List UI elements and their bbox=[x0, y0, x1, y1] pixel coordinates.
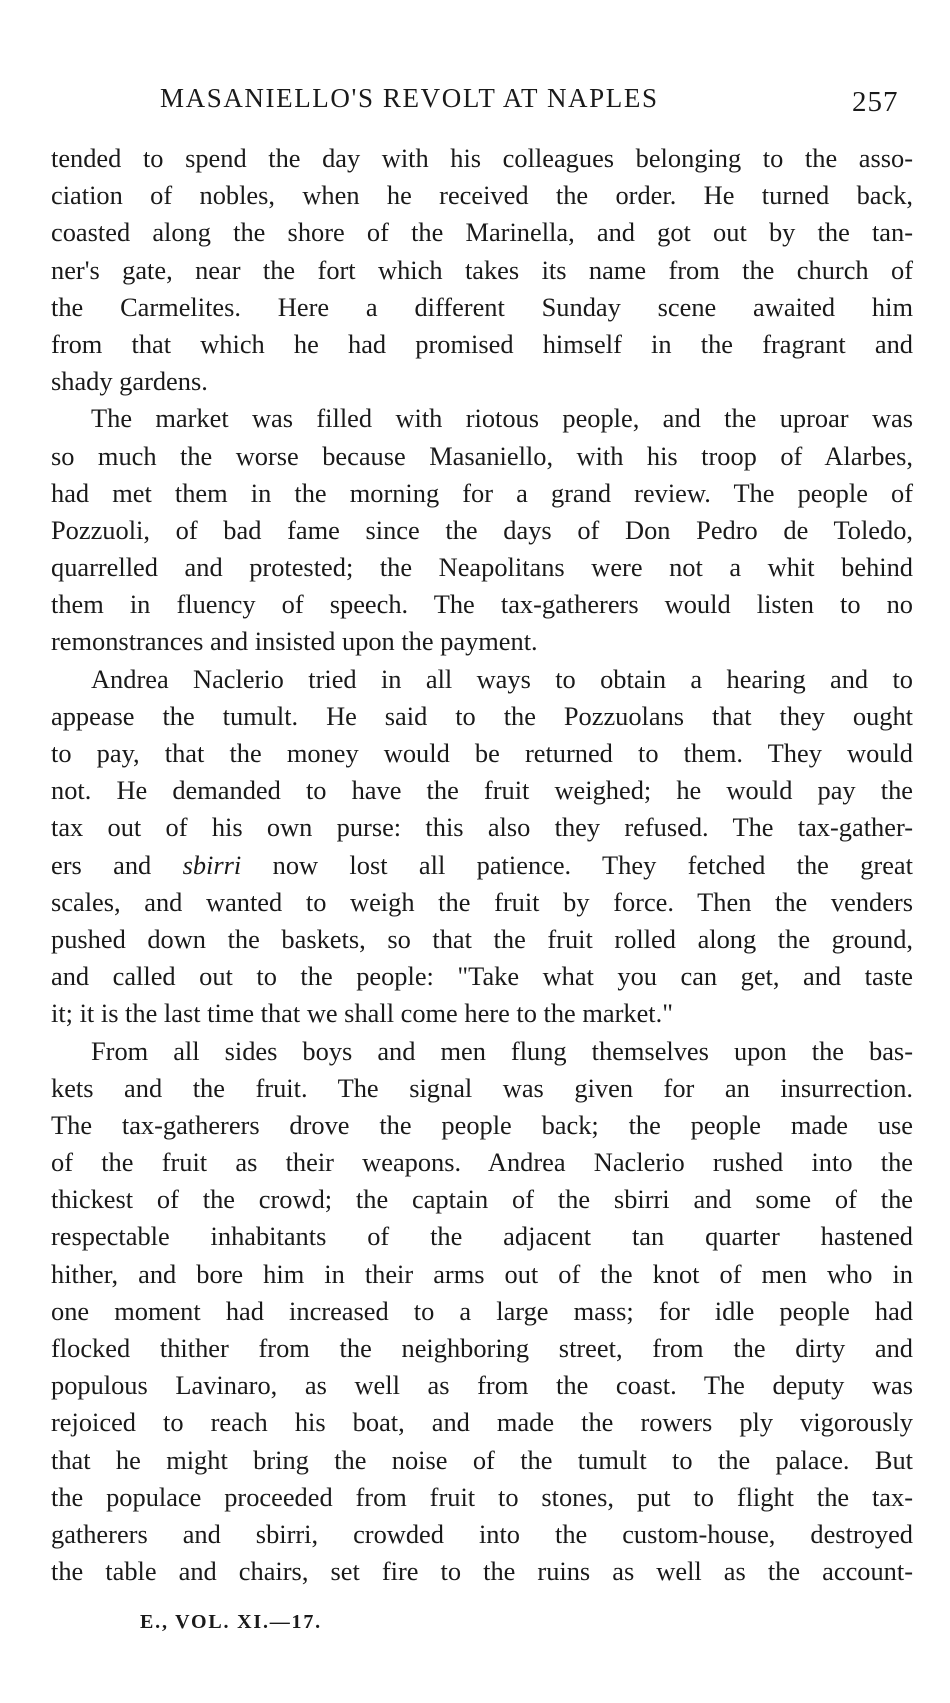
text-line: one moment had increased to a large mass; for idle people had bbox=[51, 1295, 913, 1326]
text-line: that he might bring the noise of the tumult to the palace. But bbox=[51, 1444, 913, 1475]
text-line: pushed down the baskets, so that the fruit rolled along the ground, bbox=[51, 923, 913, 954]
signature-mark: E., VOL. XI.—17. bbox=[140, 1611, 322, 1633]
text-line: the table and chairs, set fire to the ruins as well as the account- bbox=[51, 1556, 913, 1587]
text-line: the populace proceeded from fruit to stones, put to flight the tax- bbox=[51, 1481, 913, 1512]
text-line: to pay, that the money would be returned to them. They would bbox=[51, 738, 913, 768]
text-line: Andrea Naclerio tried in all ways to obtain a hearing and to bbox=[91, 663, 913, 694]
text-line: from that which he had promised himself in the fragrant and bbox=[51, 328, 913, 359]
text-line: scales, and wanted to weigh the fruit by force. Then the venders bbox=[51, 886, 913, 917]
text-line: it; it is the last time that we shall come here to the market." bbox=[51, 998, 673, 1029]
text-line: kets and the fruit. The signal was given for an insurrection. bbox=[51, 1072, 913, 1103]
text-line-with-italic bbox=[51, 847, 913, 884]
text-line: gatherers and sbirri, crowded into the custom-house, destroyed bbox=[51, 1518, 913, 1549]
text-line: remonstrances and insisted upon the payment. bbox=[51, 626, 538, 657]
text-line: had met them in the morning for a grand review. The people of bbox=[51, 477, 913, 508]
text-line: Pozzuoli, of bad fame since the days of Don Pedro de Toledo, bbox=[51, 514, 913, 545]
text-line: thickest of the crowd; the captain of the sbirri and some of the bbox=[51, 1184, 913, 1215]
text-line: shady gardens. bbox=[51, 366, 208, 397]
text-line: rejoiced to reach his boat, and made the rowers ply vigorously bbox=[51, 1407, 913, 1438]
text-line: The tax-gatherers drove the people back; the people made use bbox=[51, 1109, 913, 1140]
body-text bbox=[51, 140, 913, 1590]
text-line: appease the tumult. He said to the Pozzuolans that they ought bbox=[51, 700, 913, 731]
text-line: of the fruit as their weapons. Andrea Naclerio rushed into the bbox=[51, 1147, 913, 1178]
text-line: so much the worse because Masaniello, with his troop of Alarbes, bbox=[51, 440, 913, 471]
text-line: From all sides boys and men flung themselves upon the bas- bbox=[91, 1035, 913, 1066]
text-line: tax out of his own purse: this also they refused. The tax-gather- bbox=[51, 812, 913, 843]
text-line: the Carmelites. Here a different Sunday scene awaited him bbox=[51, 291, 913, 322]
text-line: not. He demanded to have the fruit weighed; he would pay the bbox=[51, 775, 913, 806]
text-line: flocked thither from the neighboring street, from the dirty and bbox=[51, 1333, 913, 1363]
text-line: ner's gate, near the fort which takes its name from the church of bbox=[51, 254, 913, 285]
text-segment: ers and bbox=[51, 849, 152, 880]
text-line: and called out to the people: "Take what you can get, and taste bbox=[51, 961, 913, 992]
text-line: The market was filled with riotous people, and the uproar was bbox=[91, 403, 913, 434]
page-number: 257 bbox=[852, 86, 899, 118]
text-line: tended to spend the day with his colleagues belonging to the asso- bbox=[51, 143, 913, 173]
text-line: ciation of nobles, when he received the order. He turned back, bbox=[51, 180, 913, 211]
text-line: quarrelled and protested; the Neapolitans were not a whit behind bbox=[51, 552, 913, 583]
text-line: populous Lavinaro, as well as from the coast. The deputy was bbox=[51, 1370, 913, 1401]
text-line: them in fluency of speech. The tax-gatherers would listen to no bbox=[51, 589, 913, 620]
text-segment: now lost all patience. They fetched the great bbox=[272, 849, 913, 880]
running-head bbox=[0, 78, 950, 122]
text-line: hither, and bore him in their arms out of the knot of men who in bbox=[51, 1258, 913, 1289]
running-title: MASANIELLO'S REVOLT AT NAPLES bbox=[160, 83, 659, 113]
text-line: respectable inhabitants of the adjacent tan quarter hastened bbox=[51, 1221, 913, 1252]
italic-word: sbirri bbox=[182, 849, 242, 880]
text-line: coasted along the shore of the Marinella, and got out by the tan- bbox=[51, 217, 913, 248]
